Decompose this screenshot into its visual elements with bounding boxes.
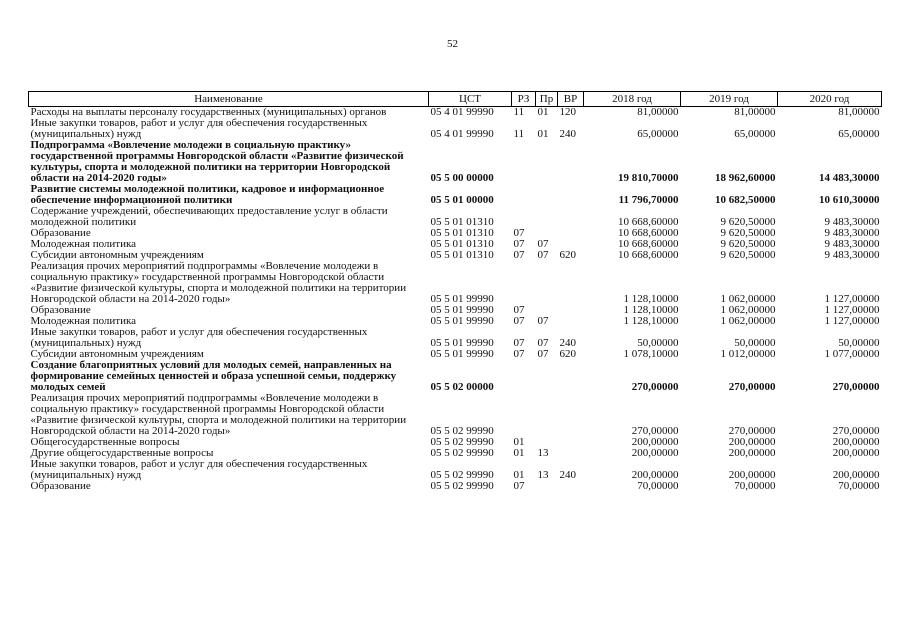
row-cst: 05 5 01 99990	[430, 348, 494, 360]
header-name: Наименование	[29, 92, 429, 107]
row-pr: 07	[537, 249, 549, 261]
table-header-row	[29, 92, 882, 107]
table-row	[29, 206, 882, 228]
row-2019: 9 620,50000	[720, 216, 776, 228]
table-row	[29, 393, 882, 437]
row-name: Другие общегосударственные вопросы	[30, 447, 214, 459]
row-name: Создание благоприятных условий для молодых семей, направленных на формирование семейных ценностей и образа успешной семьи, поддержку молодых семей	[30, 359, 397, 393]
row-pr: 13	[537, 469, 549, 481]
row-2020: 1 127,00000	[824, 315, 880, 327]
row-name: Иные закупки товаров, работ и услуг для обеспечения государственных (муниципальных) нужд	[30, 458, 368, 481]
row-2020: 270,00000	[832, 425, 880, 437]
row-cst: 05 5 02 99990	[430, 436, 494, 448]
table-body	[29, 107, 882, 493]
row-vr	[558, 481, 584, 492]
row-name: Субсидии автономным учреждениям	[30, 348, 204, 360]
row-rz	[512, 393, 536, 437]
row-vr: 240	[559, 337, 576, 349]
header-2018: 2018 год	[584, 92, 681, 107]
row-2019: 270,00000	[728, 381, 776, 393]
row-2018: 270,00000	[631, 381, 679, 393]
row-rz: 07	[513, 337, 525, 349]
row-cst: 05 5 02 99990	[430, 469, 494, 481]
header-2020: 2020 год	[778, 92, 882, 107]
row-pr: 07	[537, 315, 549, 327]
row-cst: 05 5 01 01310	[430, 249, 494, 261]
header-vr: ВР	[558, 92, 584, 107]
row-rz: 07	[513, 249, 525, 261]
row-pr	[536, 140, 558, 184]
row-rz: 07	[513, 480, 525, 492]
row-pr: 01	[537, 106, 549, 118]
header-2019: 2019 год	[681, 92, 778, 107]
row-name: Иные закупки товаров, работ и услуг для обеспечения государственных (муниципальных) нужд	[30, 326, 368, 349]
row-2019: 50,00000	[734, 337, 776, 349]
row-rz	[512, 206, 536, 228]
row-vr	[558, 140, 584, 184]
row-cst: 05 5 01 99990	[430, 315, 494, 327]
row-2019: 200,00000	[728, 447, 776, 459]
row-2018: 70,00000	[637, 480, 679, 492]
row-cst: 05 5 01 99990	[430, 304, 494, 316]
row-2020: 9 483,30000	[824, 238, 880, 250]
row-name: Подпрограмма «Вовлечение молодежи в социальную практику» государственной программы Новгородской области «Развитие физической культуры, спорта и молодежной политики на территории Новгородской области на 2014-2020 годы»	[30, 139, 404, 184]
page-number: 52	[447, 38, 458, 50]
row-cst: 05 5 01 00000	[430, 194, 494, 206]
row-2019: 1 012,00000	[720, 348, 776, 360]
row-pr	[536, 481, 558, 492]
row-name: Расходы на выплаты персоналу государственных (муниципальных) органов	[30, 106, 387, 118]
row-2018: 81,00000	[637, 106, 679, 118]
header-pr: Пр	[536, 92, 558, 107]
row-name: Молодежная политика	[30, 315, 137, 327]
row-rz	[512, 360, 536, 393]
row-cst: 05 5 02 99990	[430, 480, 494, 492]
row-name: Субсидии автономным учреждениям	[30, 249, 204, 261]
row-2020: 200,00000	[832, 447, 880, 459]
row-rz	[512, 261, 536, 305]
row-vr	[558, 184, 584, 206]
row-vr: 240	[559, 469, 576, 481]
row-pr: 07	[537, 348, 549, 360]
row-2020: 200,00000	[832, 436, 880, 448]
row-pr	[536, 360, 558, 393]
table-row	[29, 140, 882, 184]
table-row	[29, 118, 882, 140]
row-2018: 270,00000	[631, 425, 679, 437]
row-rz: 01	[513, 436, 525, 448]
row-2019: 1 062,00000	[720, 304, 776, 316]
row-rz: 11	[513, 128, 525, 140]
row-2019: 200,00000	[728, 436, 776, 448]
row-rz: 07	[513, 348, 525, 360]
row-2020: 270,00000	[832, 381, 880, 393]
row-rz: 07	[513, 238, 525, 250]
row-pr	[536, 261, 558, 305]
row-2020: 65,00000	[838, 128, 880, 140]
row-rz	[512, 184, 536, 206]
row-2020: 200,00000	[832, 469, 880, 481]
row-name: Образование	[30, 304, 91, 316]
row-2020: 50,00000	[838, 337, 880, 349]
row-rz: 07	[513, 315, 525, 327]
row-vr	[558, 448, 584, 459]
row-name: Развитие системы молодежной политики, кадровое и информационное обеспечение информационной политики	[30, 183, 385, 206]
row-name: Общегосударственные вопросы	[30, 436, 180, 448]
row-2018: 10 668,60000	[618, 238, 679, 250]
row-2020: 1 127,00000	[824, 304, 880, 316]
row-pr	[536, 184, 558, 206]
row-pr	[536, 206, 558, 228]
row-cst: 05 5 02 99990	[430, 447, 494, 459]
row-vr: 620	[559, 249, 576, 261]
row-2019: 70,00000	[734, 480, 776, 492]
row-rz	[512, 140, 536, 184]
row-2018: 200,00000	[631, 469, 679, 481]
row-2018: 1 128,10000	[623, 315, 679, 327]
row-2019: 9 620,50000	[720, 238, 776, 250]
row-vr	[558, 305, 584, 316]
row-2018: 65,00000	[637, 128, 679, 140]
row-vr	[558, 261, 584, 305]
row-vr	[558, 393, 584, 437]
row-rz: 01	[513, 469, 525, 481]
row-2019: 1 062,00000	[720, 293, 776, 305]
row-cst: 05 5 00 00000	[430, 172, 494, 184]
row-2018: 1 078,10000	[623, 348, 679, 360]
row-cst: 05 5 01 01310	[430, 216, 494, 228]
table-row	[29, 327, 882, 349]
row-vr: 240	[559, 128, 576, 140]
row-2019: 200,00000	[728, 469, 776, 481]
row-2019: 1 062,00000	[720, 315, 776, 327]
row-2018: 10 668,60000	[618, 249, 679, 261]
row-vr	[558, 360, 584, 393]
row-cst: 05 4 01 99990	[430, 106, 494, 118]
header-rz: РЗ	[512, 92, 536, 107]
row-cst: 05 5 01 99990	[430, 293, 494, 305]
row-2019: 10 682,50000	[715, 194, 776, 206]
row-2018: 200,00000	[631, 447, 679, 459]
row-cst: 05 4 01 99990	[430, 128, 494, 140]
row-2020: 70,00000	[838, 480, 880, 492]
row-2019: 65,00000	[734, 128, 776, 140]
row-2020: 10 610,30000	[819, 194, 880, 206]
row-2019: 9 620,50000	[720, 249, 776, 261]
row-2018: 1 128,10000	[623, 304, 679, 316]
row-name: Содержание учреждений, обеспечивающих предоставление услуг в области молодежной политики	[30, 205, 388, 228]
row-2020: 14 483,30000	[819, 172, 880, 184]
row-2020: 9 483,30000	[824, 249, 880, 261]
row-2020: 9 483,30000	[824, 216, 880, 228]
row-rz: 11	[513, 106, 525, 118]
row-2019: 9 620,50000	[720, 227, 776, 239]
row-2020: 9 483,30000	[824, 227, 880, 239]
row-vr	[558, 316, 584, 327]
row-vr	[558, 437, 584, 448]
row-cst: 05 5 02 00000	[430, 381, 494, 393]
row-rz: 01	[513, 447, 525, 459]
table-row	[29, 360, 882, 393]
row-cst: 05 5 01 01310	[430, 227, 494, 239]
row-name: Образование	[30, 227, 91, 239]
table-row	[29, 184, 882, 206]
row-name: Образование	[30, 480, 91, 492]
row-vr	[558, 228, 584, 239]
row-2020: 1 077,00000	[824, 348, 880, 360]
row-name: Реализация прочих мероприятий подпрограммы «Вовлечение молодежи в социальную практику» государственной программы Новгородской области «Развитие физической культуры, спорта и молодежной политики на территории Новгородской области на 2014-2020 годы»	[30, 260, 407, 305]
row-pr: 01	[537, 128, 549, 140]
row-pr	[536, 393, 558, 437]
row-2018: 19 810,70000	[618, 172, 679, 184]
row-2019: 270,00000	[728, 425, 776, 437]
row-pr: 07	[537, 238, 549, 250]
row-name: Иные закупки товаров, работ и услуг для обеспечения государственных (муниципальных) нужд	[30, 117, 368, 140]
row-2018: 11 796,70000	[618, 194, 679, 206]
row-name: Молодежная политика	[30, 238, 137, 250]
row-pr: 13	[537, 447, 549, 459]
row-cst: 05 5 01 99990	[430, 337, 494, 349]
row-rz: 07	[513, 227, 525, 239]
row-2018: 1 128,10000	[623, 293, 679, 305]
budget-table	[28, 91, 882, 492]
row-vr: 620	[559, 348, 576, 360]
row-2018: 10 668,60000	[618, 216, 679, 228]
row-rz: 07	[513, 304, 525, 316]
row-cst: 05 5 01 01310	[430, 238, 494, 250]
row-2019: 81,00000	[734, 106, 776, 118]
header-cst: ЦСТ	[429, 92, 512, 107]
row-name: Реализация прочих мероприятий подпрограммы «Вовлечение молодежи в социальную практику» государственной программы Новгородской области «Развитие физической культуры, спорта и молодежной политики на территории Новгородской области на 2014-2020 годы»	[30, 392, 407, 437]
row-2018: 50,00000	[637, 337, 679, 349]
row-vr: 120	[559, 106, 576, 118]
table-row	[29, 261, 882, 305]
row-2019: 18 962,60000	[715, 172, 776, 184]
row-2020: 1 127,00000	[824, 293, 880, 305]
row-2018: 10 668,60000	[618, 227, 679, 239]
row-pr: 07	[537, 337, 549, 349]
row-2018: 200,00000	[631, 436, 679, 448]
table-row	[29, 459, 882, 481]
row-vr	[558, 206, 584, 228]
table-row	[29, 481, 882, 492]
row-2020: 81,00000	[838, 106, 880, 118]
row-cst: 05 5 02 99990	[430, 425, 494, 437]
